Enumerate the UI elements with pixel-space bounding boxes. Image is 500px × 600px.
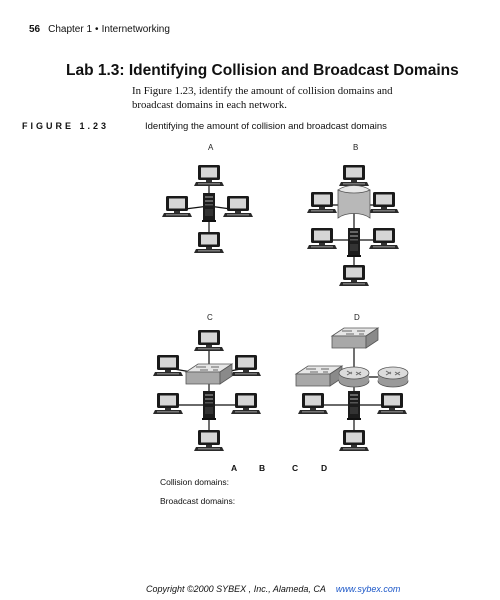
pc-icon [223, 196, 253, 217]
pc-icon [194, 165, 224, 186]
router-icon [378, 367, 408, 387]
answer-column-a: A [231, 463, 238, 473]
footer [146, 584, 400, 594]
switch-icon [296, 366, 342, 386]
lab-intro: In Figure 1.23, identify the amount of collision domains and broadcast domains in each network. [132, 85, 393, 111]
pc-icon [307, 192, 337, 213]
pc-icon [153, 355, 183, 376]
switch-icon [332, 328, 378, 348]
answer-column-d: D [321, 463, 328, 473]
pc-icon [231, 355, 261, 376]
page-number: 56 [29, 24, 41, 35]
pc-icon [194, 232, 224, 253]
broadcast-domains-label: Broadcast domains: [160, 496, 236, 506]
pc-icon [369, 192, 399, 213]
pc-icon [153, 393, 183, 414]
chapter-number: 1 [86, 24, 93, 35]
copyright-text: Copyright ©2000 SYBEX , Inc., Alameda, CA [146, 584, 326, 594]
network-b [307, 143, 399, 286]
collision-domains-label: Collision domains: [160, 477, 229, 487]
footer-link[interactable]: www.sybex.com [335, 584, 401, 594]
server-icon [202, 391, 216, 420]
pc-icon [339, 430, 369, 451]
server-icon [202, 193, 216, 222]
network-a [162, 143, 253, 253]
figure-label: FIGURE 1.23 [22, 121, 110, 131]
pc-icon [339, 265, 369, 286]
server-icon [347, 228, 361, 257]
server-icon [347, 391, 361, 420]
bridge-icon [338, 186, 370, 219]
pc-icon [339, 165, 369, 186]
network-b-letter: B [353, 143, 359, 152]
network-c [153, 313, 261, 451]
lab-title: Lab 1.3: Identifying Collision and Broadcast Domains [66, 62, 459, 79]
answer-column-b: B [259, 463, 266, 473]
network-d [296, 313, 408, 451]
pc-icon [194, 330, 224, 351]
chapter-title: Internetworking [101, 24, 170, 35]
chapter-word: Chapter [48, 24, 84, 35]
figure-caption: Identifying the amount of collision and broadcast domains [145, 121, 387, 132]
pc-icon [194, 430, 224, 451]
pc-icon [162, 196, 192, 217]
pc-icon [307, 228, 337, 249]
switch-icon [186, 364, 232, 384]
header-separator: • [95, 24, 99, 35]
pc-icon [377, 393, 407, 414]
network-a-letter: A [208, 143, 214, 152]
router-icon [339, 367, 369, 387]
answer-column-c: C [292, 463, 299, 473]
running-header [29, 24, 170, 35]
network-c-letter: C [207, 313, 213, 322]
network-d-letter: D [354, 313, 360, 322]
pc-icon [369, 228, 399, 249]
pc-icon [231, 393, 261, 414]
pc-icon [298, 393, 328, 414]
